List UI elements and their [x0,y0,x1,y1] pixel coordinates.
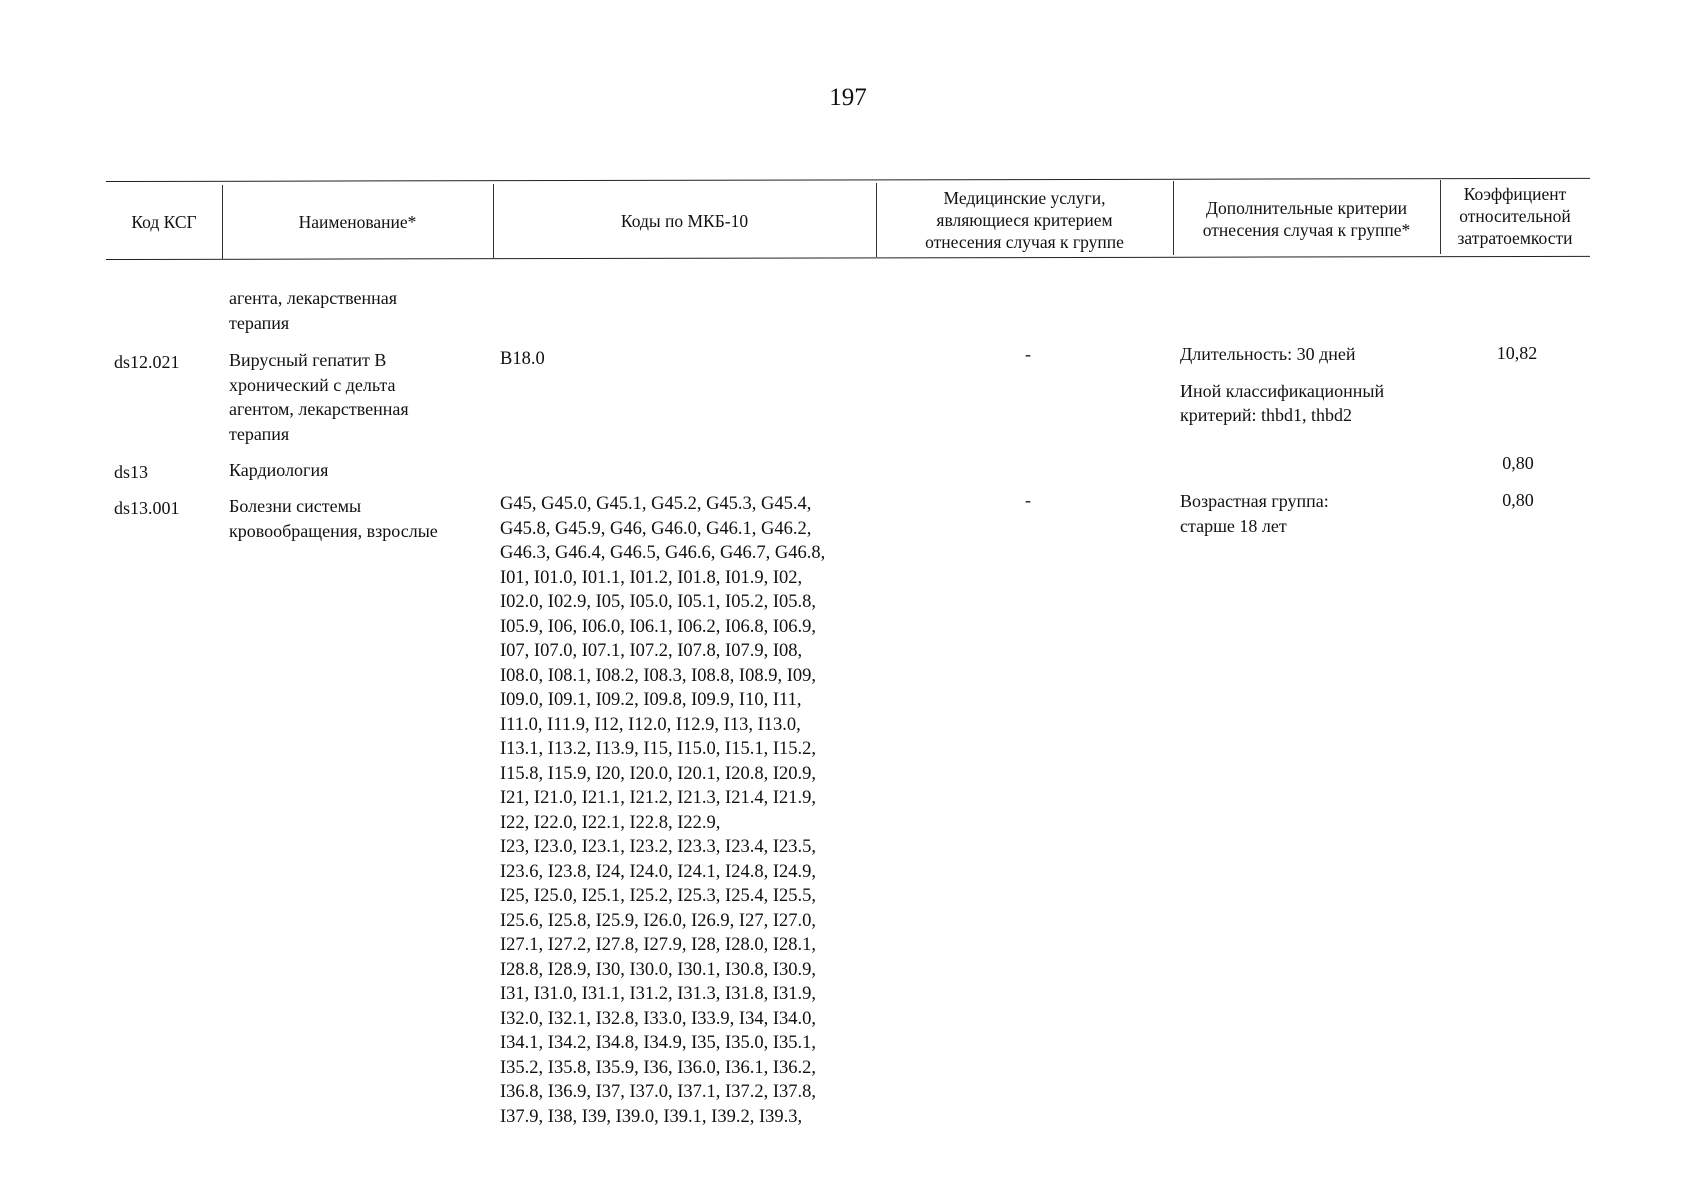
row-criteria: Длительность: 30 дней Иной классификационный критерий: thbd1, thbd2 [1180,344,1385,425]
header-services: Медицинские услуги, являющиеся критерием отнесения случая к группе [925,188,1124,252]
row-code: ds13.001 [114,498,180,518]
row-coef: 10,82 [1496,343,1538,363]
row-name: агента, лекарственная терапия [229,288,398,333]
row-services: - [1025,490,1031,510]
row-services: - [1025,344,1031,364]
header-name: Наименование* [298,212,417,232]
row-criteria: Возрастная группа: старше 18 лет [1180,491,1329,536]
row-icd-codes: G45, G45.0, G45.1, G45.2, G45.3, G45.4, G45.8, G45.9, G46, G46.0, G46.1, G46.2, G46.3, G46.4, G46.5, G46.6, G46.7, G46.8, I01, I01.0, I01.1, I01.2, I01.8, I01.9, I02, I02.0, I02.9, I05, I05.0, I05.1, I05.2, I05.8, I05.9, I06, I06.0, I06.1, I06.2, I06.8, I06.9, I07, I07.0, I07.1, I07.2, I07.8, I07.9, I08, I08.0, I08.1, I08.2, I08.3, I08.8, I08.9, I09, I09.0, I09.1, I09.2, I09.8, I09.9, I10, I11, I11.0, I11.9, I12, I12.0, I12.9, I13, I13.0, I13.1, I13.2, I13.9, I15, I15.0, I15.1, I15.2, I15.8, I15.9, I20, I20.0, I20.1, I20.8, I20.9, I21, I21.0, I21.1, I21.2, I21.3, I21.4, I21.9, I22, I22.0, I22.1, I22.8, I22.9, I23, I23.0, I23.1, I23.2, I23.3, I23.4, I23.5, I23.6, I23.8, I24, I24.0, I24.1, I24.8, I24.9, I25, I25.0, I25.1, I25.2, I25.3, I25.4, I25.5, I25.6, I25.8, I25.9, I26.0, I26.9, I27, I27.0, I27.1, I27.2, I27.8, I27.9, I28, I28.0, I28.1, I28.8, I28.9, I30, I30.0, I30.1, I30.8, I30.9, I31, I31.0, I31.1, I31.2, I31.3, I31.8, I31.9, I32.0, I32.1, I32.8, I33.0, I33.9, I34, I34.0, I34.1, I34.2, I34.8, I34.9, I35, I35.0, I35.1, I35.2, I35.8, I35.9, I36, I36.0, I36.1, I36.2, I36.8, I36.9, I37, I37.0, I37.1, I37.2, I37.8, I37.9, I38, I39, I39.0, I39.1, I39.2, I39.3, [500,494,826,1127]
row-name: Вирусный гепатит B хронический с дельта агентом, лекарственная терапия [229,350,409,444]
row-name: Кардиология [229,460,329,480]
page-number: 197 [829,84,867,111]
row-icd-codes: B18.0 [500,349,545,369]
row-code: ds13 [114,462,149,482]
header-icd: Коды по МКБ-10 [620,211,749,231]
row-code: ds12.021 [114,352,180,372]
row-name: Болезни системы кровообращения, взрослые [229,496,438,541]
row-coef: 0,80 [1502,490,1534,510]
row-coef: 0,80 [1502,453,1534,473]
header-code: Код КСГ [131,212,197,232]
header-criteria: Дополнительные критерии отнесения случая к группе* [1202,198,1411,240]
header-coef: Коэффициент относительной затратоемкости [1457,184,1573,248]
